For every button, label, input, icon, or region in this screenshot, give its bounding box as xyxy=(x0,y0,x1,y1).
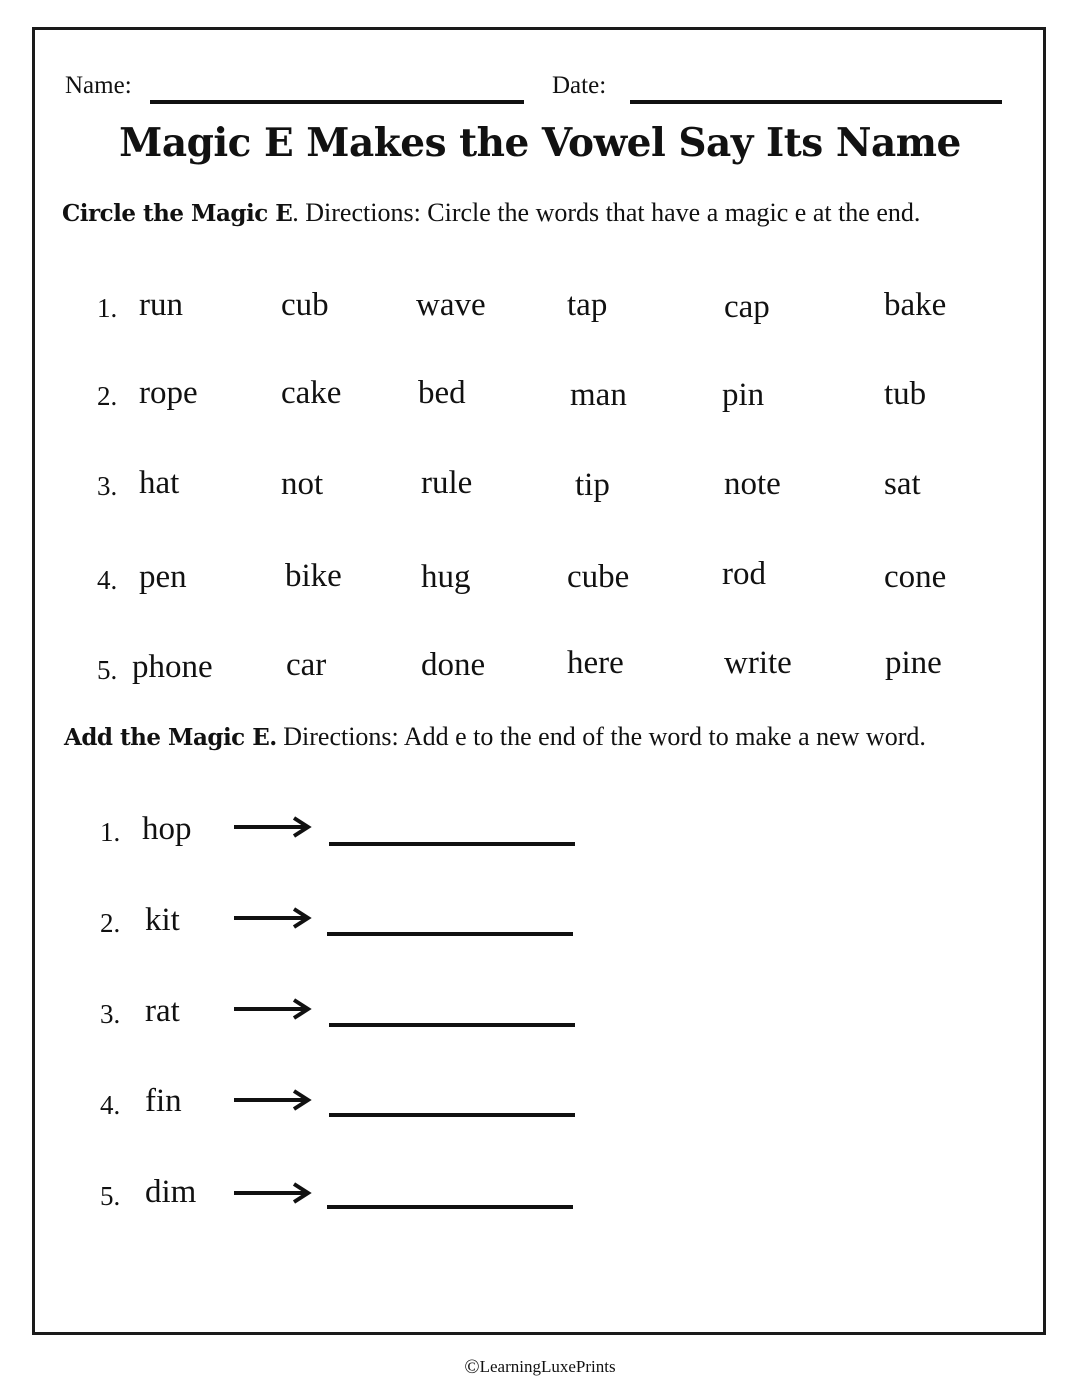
section2-directions-text: Add e to the end of the word to make a new word. xyxy=(403,722,926,751)
word-option[interactable]: pen xyxy=(139,559,187,595)
word-option[interactable]: done xyxy=(421,647,486,683)
word-option[interactable]: wave xyxy=(416,287,486,323)
footer-brand: LearningLuxePrints xyxy=(479,1357,616,1376)
word-option[interactable]: phone xyxy=(132,649,213,685)
section2-directions-prefix: Directions: xyxy=(276,722,404,751)
word-option[interactable]: cake xyxy=(281,375,342,411)
section1-directions-prefix: . Directions: xyxy=(292,198,428,227)
section1-directions xyxy=(62,194,992,233)
name-field-line[interactable] xyxy=(150,100,524,104)
worksheet-title: Magic E Makes the Vowel Say Its Name xyxy=(119,120,961,166)
row-number: 2. xyxy=(97,381,118,411)
section2-heading: Add the Magic E. xyxy=(64,724,277,751)
word-option[interactable]: run xyxy=(139,287,183,323)
word-option[interactable]: cone xyxy=(884,559,947,595)
word-option[interactable]: here xyxy=(567,645,624,681)
answer-blank[interactable] xyxy=(327,1205,573,1209)
word-option[interactable]: rope xyxy=(139,375,198,411)
word-option[interactable]: car xyxy=(286,647,327,683)
item-number: 2. xyxy=(100,908,121,938)
name-label: Name: xyxy=(65,72,132,99)
arrow-right-icon xyxy=(234,1182,312,1204)
item-number: 5. xyxy=(100,1181,121,1211)
word-option[interactable]: bike xyxy=(285,558,342,594)
answer-blank[interactable] xyxy=(329,842,575,846)
arrow-right-icon xyxy=(234,907,312,929)
word-option[interactable]: tip xyxy=(575,467,610,503)
row-number: 5. xyxy=(97,655,118,685)
word-option[interactable]: cap xyxy=(724,289,770,325)
base-word: fin xyxy=(145,1083,182,1119)
row-number: 1. xyxy=(97,293,118,323)
word-option[interactable]: man xyxy=(570,377,627,413)
date-label: Date: xyxy=(552,72,607,99)
item-number: 3. xyxy=(100,999,121,1029)
word-option[interactable]: hat xyxy=(139,465,180,501)
word-option[interactable]: not xyxy=(281,466,324,502)
word-option[interactable]: hug xyxy=(421,559,471,595)
answer-blank[interactable] xyxy=(329,1023,575,1027)
footer-credit xyxy=(0,1356,1080,1379)
date-field-line[interactable] xyxy=(630,100,1002,104)
copyright-icon: © xyxy=(464,1356,480,1378)
row-number: 4. xyxy=(97,565,118,595)
word-option[interactable]: rule xyxy=(421,465,473,501)
section1-heading: Circle the Magic E xyxy=(62,200,293,227)
base-word: hop xyxy=(142,811,192,847)
row-number: 3. xyxy=(97,471,118,501)
word-option[interactable]: note xyxy=(724,466,781,502)
section2-directions xyxy=(64,718,994,757)
arrow-right-icon xyxy=(234,998,312,1020)
arrow-right-icon xyxy=(234,816,312,838)
word-option[interactable]: cub xyxy=(281,287,329,323)
word-option[interactable]: tub xyxy=(884,376,927,412)
word-option[interactable]: bed xyxy=(418,375,466,411)
section1-directions-text: Circle the words that have a magic e at the end. xyxy=(427,198,921,227)
base-word: rat xyxy=(145,993,180,1029)
answer-blank[interactable] xyxy=(327,932,573,936)
item-number: 4. xyxy=(100,1090,121,1120)
arrow-right-icon xyxy=(234,1089,312,1111)
word-option[interactable]: pin xyxy=(722,377,765,413)
word-option[interactable]: sat xyxy=(884,466,921,502)
word-option[interactable]: tap xyxy=(567,287,608,323)
base-word: dim xyxy=(145,1174,197,1210)
word-option[interactable]: cube xyxy=(567,559,630,595)
item-number: 1. xyxy=(100,817,121,847)
base-word: kit xyxy=(145,902,180,938)
answer-blank[interactable] xyxy=(329,1113,575,1117)
word-option[interactable]: write xyxy=(724,645,792,681)
word-option[interactable]: pine xyxy=(885,645,942,681)
word-option[interactable]: rod xyxy=(722,556,766,592)
word-option[interactable]: bake xyxy=(884,287,947,323)
